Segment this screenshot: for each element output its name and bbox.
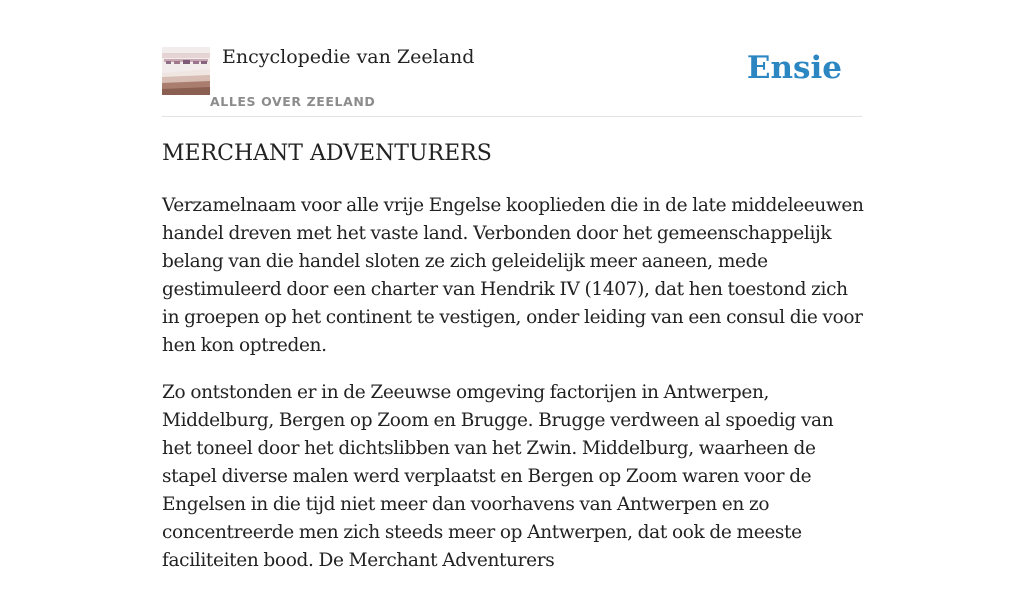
article-body <box>162 192 864 575</box>
article-paragraph: Verzamelnaam voor alle vrije Engelse kooplieden die in de late middeleeuwen handel dreven met het vaste land. Verbonden door het gemeenschappelijk belang van die handel sloten ze zich geleidelijk meer aaneen, mede gestimuleerd door een charter van Hendrik IV (1407), dat hen toestond zich in groepen op het continent te vestigen, onder leiding van een consul die voor hen kon optreden. <box>162 195 864 356</box>
site-header <box>162 44 862 117</box>
article-paragraph: Zo ontstonden er in de Zeeuwse omgeving factorijen in Antwerpen, Middelburg, Bergen op Zoom en Brugge. Brugge verdween al spoedig van het toneel door het dichtslibben van het Zwin. Middelburg, waarheen de stapel diverse malen werd verplaatst en Bergen op Zoom waren voor de Engelsen in die tijd niet meer dan voorhavens van Antwerpen en zo concentreerde men zich steeds meer op Antwerpen, dat ook de meeste faciliteiten bood. De Merchant Adventurers <box>162 382 834 571</box>
site-title[interactable]: Encyclopedie van Zeeland <box>222 46 475 68</box>
book-image-icon <box>162 47 210 95</box>
ensie-logo-link[interactable]: Ensie <box>746 50 842 86</box>
site-avatar[interactable] <box>162 47 210 95</box>
site-subtitle: ALLES OVER ZEELAND <box>210 94 376 109</box>
article-title: MERCHANT ADVENTURERS <box>162 141 492 166</box>
article <box>162 138 864 594</box>
